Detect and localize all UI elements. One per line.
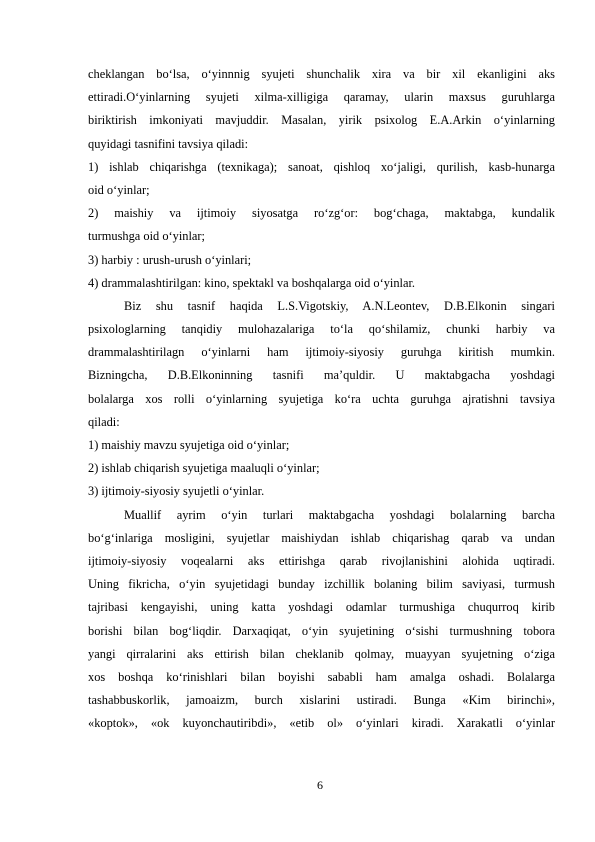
text-line: 4) drammalashtirilgan: kino, spektakl va boshqalarga oid o‘yinlar. bbox=[88, 275, 416, 290]
text-line: 1) maishiy mavzu syujetiga oid o‘yinlar; bbox=[88, 438, 290, 452]
text-line: Biz shu tasnif haqida L.S.Vigotskiy, A.N.Leontev, D.B.Elkonin singari bbox=[124, 298, 555, 313]
text-line: 3) harbiy : urush-urush o‘yinlari; bbox=[88, 252, 252, 267]
text-line: biriktirish imkoniyati mavjuddir. Masalan, yirik psixolog E.A.Arkin o‘yinlarning bbox=[88, 113, 555, 128]
text-line: bo‘g‘inlariga mosligini, syujetlar maishiydan ishlab chiqarishag qarab va undan bbox=[88, 530, 555, 545]
text-line: ettiradi.O‘yinlarning syujeti xilma-xilligiga qaramay, ularin maxsus guruhlarga bbox=[88, 90, 555, 105]
text-line: 1) ishlab chiqarishga (texnikaga); sanoat, qishloq xo‘jaligi, qurilish, kasb-hunarga bbox=[88, 159, 555, 174]
text-line: yangi qirralarini aks ettirish bilan cheklanib qolmay, muayyan syujetning o‘ziga bbox=[88, 646, 555, 661]
text-line: Bizningcha, D.B.Elkoninning tasnifi ma’quldir. U maktabgacha yoshdagi bbox=[88, 368, 555, 383]
text-line: 3) ijtimoiy-siyosiy syujetli o‘yinlar. bbox=[88, 484, 265, 499]
text-line: xos boshqa ko‘rinishlari bilan boyishi sababli ham amalga oshadi. Bolalarga bbox=[88, 669, 555, 684]
text-line: ijtimoiy-siyosiy voqealarni aks ettirishga qarab rivojlanishini alohida uqtiradi. bbox=[88, 553, 555, 568]
text-line: tajribasi kengayishi, uning katta yoshdagi odamlar turmushiga chuqurroq kirib bbox=[88, 600, 555, 615]
text-line: tashabbuskorlik, jamoaizm, burch xislarini ustiradi. Bunga «Kim birinchi», bbox=[88, 693, 555, 708]
text-line: quyidagi tasnifini tavsiya qiladi: bbox=[88, 136, 249, 151]
text-line: bolalarga xos rolli o‘yinlarning syujetiga ko‘ra uchta guruhga ajratishni tavsiya bbox=[88, 391, 555, 406]
text-line: turmushga oid o‘yinlar; bbox=[88, 229, 206, 244]
text-line: 2) maishiy va ijtimoiy siyosatga ro‘zg‘or: bog‘chaga, maktabga, kundalik bbox=[88, 206, 555, 221]
body-text bbox=[88, 63, 555, 735]
text-line: qiladi: bbox=[88, 414, 120, 429]
page-number: 6 bbox=[317, 778, 323, 792]
text-line: oid o‘yinlar; bbox=[88, 182, 150, 197]
text-line: cheklangan bo‘lsa, o‘yinnnig syujeti shunchalik xira va bir xil ekanligini aks bbox=[88, 67, 555, 81]
text-line: «koptok», «ok kuyonchautiribdi», «etib ol» o‘yinlari kiradi. Xarakatli o‘yinlar bbox=[88, 716, 555, 731]
text-line: borishi bilan bog‘liqdir. Darxaqiqat, o‘yin syujetining o‘sishi turmushning tobora bbox=[88, 623, 555, 638]
text-line: psixologlarning tanqidiy mulohazalariga to‘la qo‘shilamiz, chunki harbiy va bbox=[88, 322, 555, 337]
text-line: 2) ishlab chiqarish syujetiga maaluqli o‘yinlar; bbox=[88, 461, 320, 476]
text-line: Muallif ayrim o‘yin turlari maktabgacha yoshdagi bolalarning barcha bbox=[124, 507, 555, 522]
text-line: Uning fikricha, o‘yin syujetidagi bunday izchillik bolaning bilim saviyasi, turmush bbox=[88, 577, 555, 592]
text-line: drammalashtirilagn o‘yinlarni ham ijtimoiy-siyosiy guruhga kiritish mumkin. bbox=[88, 345, 555, 360]
